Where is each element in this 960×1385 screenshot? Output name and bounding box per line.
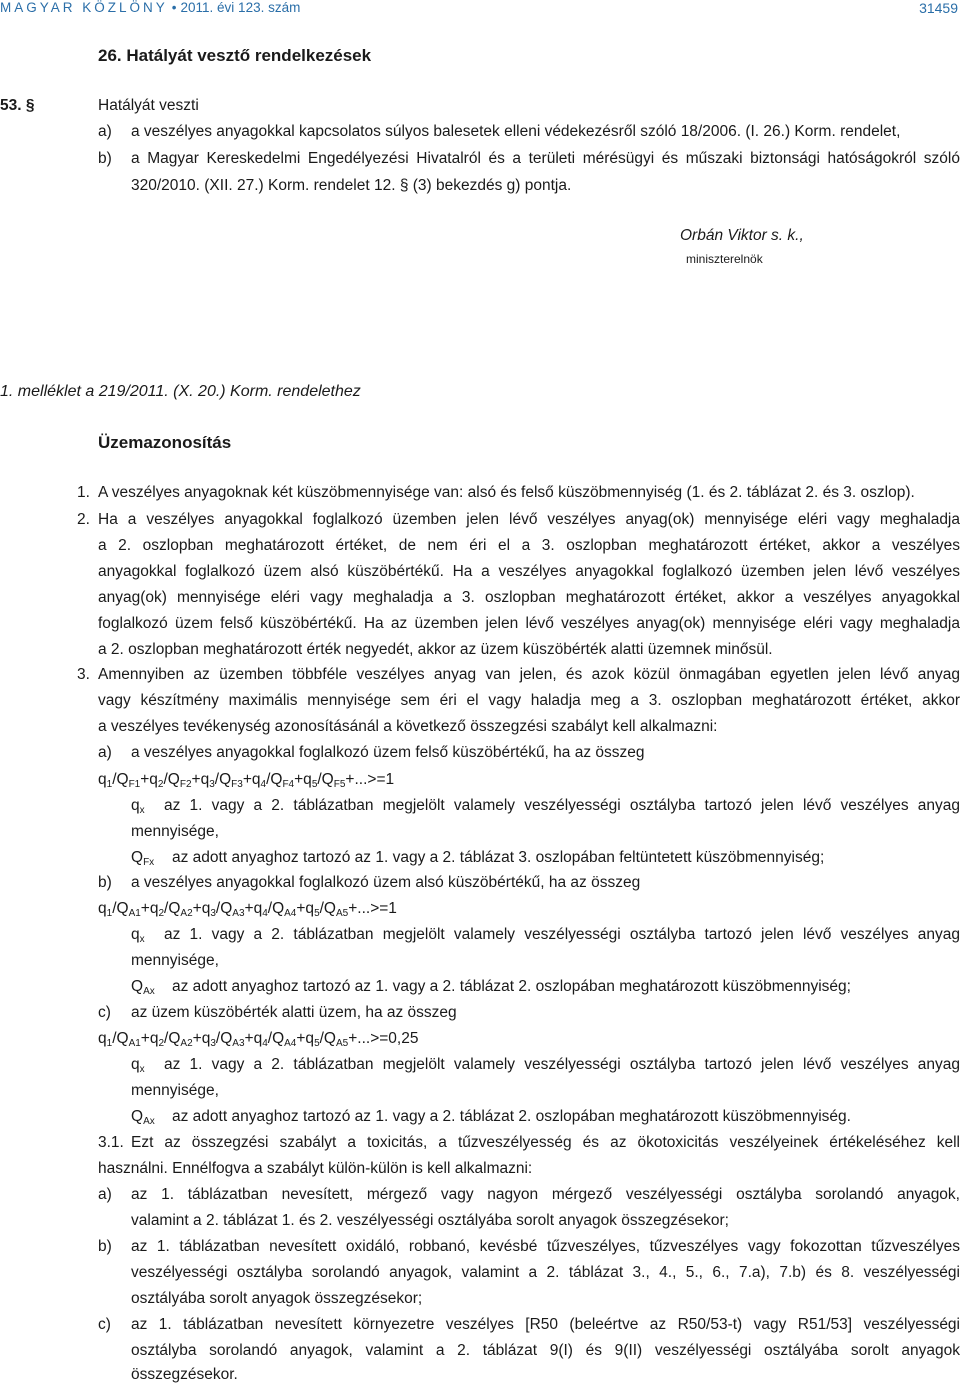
variable-symbol: $q_x$ [131, 926, 145, 945]
point-text-line: a 2. oszlopban meghatározott érték negyedét, akkor az üzem küszöbérték alatti üzemnek minősül. [98, 641, 773, 658]
variable-symbol: $Q_{Fx}$ [131, 849, 155, 868]
variable-symbol: $Q_{Ax}$ [131, 1108, 155, 1127]
list-label: c) [98, 1004, 111, 1021]
signatory-name: Orbán Viktor s. k., [680, 227, 804, 244]
page-number: 31459 [919, 0, 958, 16]
variable-definition: mennyisége, [131, 823, 219, 840]
list-item-text: összegzésekor. [131, 1366, 238, 1383]
point-text-line: vagy készítmény maximális mennyisége sem éri el vagy haladja meg a 3. oszlopban meghatározott értéket, akkor [98, 692, 960, 709]
list-item-text: osztályába sorolt anyagok összegzésekor; [131, 1290, 423, 1307]
sum-formula: $q_1/Q_{A1}+q_2/Q_{A2}+q_3/Q_{A3}+q_4/Q_{A4}+q_5/Q_{A5}+...>=0,25$ [98, 1030, 419, 1049]
issue-label: 2011. évi 123. szám [180, 0, 301, 15]
point-text-line: anyag(ok) mennyisége eléri vagy meghaladja a 3. oszlopban meghatározott értéket, akkor a veszélyes anyagokkal [98, 589, 960, 606]
point-text-line: a veszélyes tevékenység azonosításánál a következő összegzési szabályt kell alkalmazni: [98, 718, 718, 735]
sum-formula: $q_1/Q_{F1}+q_2/Q_{F2}+q_3/Q_{F3}+q_4/Q_{F4}+q_5/Q_{F5}+...>=1$ [98, 771, 395, 790]
point-text-line: Ezt az összegzési szabályt a toxicitás, a tűzveszélyesség és az ökotoxicitás veszélyeinek értékeléséhez kell [131, 1134, 960, 1151]
point-text-line: foglalkozó üzem felső küszöbértékű. Ha az üzemben jelen lévő veszélyes anyag(ok) mennyisége eléri vagy meghaladja [98, 615, 960, 632]
list-item-text: az üzem küszöbérték alatti üzem, ha az összeg [131, 1004, 457, 1021]
variable-symbol: $q_x$ [131, 1056, 145, 1075]
list-label: a) [98, 123, 112, 140]
list-label: c) [98, 1316, 111, 1333]
list-item-text: a Magyar Kereskedelmi Engedélyezési Hivatalról és a területi mérésügyi és műszaki biztonsági hatóságokról szóló [131, 150, 960, 167]
signatory-role: miniszterelnök [686, 252, 763, 266]
point-text-line: Ha a veszélyes anyagokkal foglalkozó üzemben jelen lévő veszélyes anyag(ok) mennyisége eléri vagy meghaladja [98, 511, 960, 528]
point-text-line: a 2. oszlopban meghatározott értéket, de nem éri el a 3. oszlopban meghatározott értéket, akkor a veszélyes [98, 537, 960, 554]
variable-definition: az adott anyaghoz tartozó az 1. vagy a 2. táblázat 2. oszlopában meghatározott küszöbmennyiség; [172, 978, 851, 995]
point-number: 3.1. [98, 1134, 124, 1151]
variable-definition: mennyisége, [131, 1082, 219, 1099]
sum-formula: $q_1/Q_{A1}+q_2/Q_{A2}+q_3/Q_{A3}+q_4/Q_{A4}+q_5/Q_{A5}+...>=1$ [98, 900, 397, 919]
point-number: 1. [77, 484, 90, 501]
list-item-text: a veszélyes anyagokkal foglalkozó üzem felső küszöbértékű, ha az összeg [131, 744, 645, 761]
journal-name: MAGYAR KÖZLÖNY [0, 0, 168, 15]
list-label: b) [98, 1238, 112, 1255]
list-item-text: a veszélyes anyagokkal foglalkozó üzem alsó küszöbértékű, ha az összeg [131, 874, 641, 891]
point-number: 3. [77, 666, 90, 683]
list-label: b) [98, 150, 112, 167]
list-item-text: az 1. táblázatban nevesített környezetre veszélyes [R50 (beleértve az R50/53-t) vagy R51/53] veszélyességi [131, 1316, 960, 1333]
list-label: b) [98, 874, 112, 891]
annex-title: 1. melléklet a 219/2011. (X. 20.) Korm. rendelethez [0, 383, 361, 400]
list-label: a) [98, 1186, 112, 1203]
list-item-text: veszélyességi osztályba sorolandó anyagok, valamint a 2. táblázat 3., 4., 5., 6., 7.a), 7.b) és 8. veszélyességi [131, 1264, 960, 1281]
paragraph-text: Hatályát veszti [98, 97, 199, 114]
list-label: a) [98, 744, 112, 761]
variable-symbol: $q_x$ [131, 797, 145, 816]
list-item-text: a veszélyes anyagokkal kapcsolatos súlyos balesetek elleni védekezésről szóló 18/2006. (I. 26.) Korm. rendelet, [131, 123, 901, 140]
list-item-text: osztályba sorolandó anyagok, valamint a 2. táblázat 9(I) és 9(II) veszélyességi osztályába sorolt anyagok [131, 1342, 960, 1359]
bullet-separator: • [171, 0, 177, 15]
list-item-text: az 1. táblázatban nevesített oxidáló, robbanó, kevésbé tűzveszélyes, tűzveszélyes vagy fokozottan tűzveszélyes [131, 1238, 960, 1255]
running-header [0, 0, 300, 15]
list-item-text: 320/2010. (XII. 27.) Korm. rendelet 12. § (3) bekezdés g) pontja. [131, 177, 572, 194]
variable-definition: az 1. vagy a 2. táblázatban megjelölt valamely veszélyességi osztályba tartozó jelen lévő veszélyes anyag [164, 1056, 960, 1073]
point-text: A veszélyes anyagoknak két küszöbmennyisége van: alsó és felső küszöbmennyiség (1. és 2. táblázat 2. és 3. oszlop). [98, 484, 915, 501]
list-item-text: az 1. táblázatban nevesített, mérgező vagy nagyon mérgező veszélyességi osztályba sorolandó anyagok, [131, 1186, 960, 1203]
variable-symbol: $Q_{Ax}$ [131, 978, 155, 997]
variable-definition: az adott anyaghoz tartozó az 1. vagy a 2. táblázat 2. oszlopában meghatározott küszöbmennyiség. [172, 1108, 851, 1125]
annex-heading: Üzemazonosítás [98, 433, 232, 452]
variable-definition: az 1. vagy a 2. táblázatban megjelölt valamely veszélyességi osztályba tartozó jelen lévő veszélyes anyag [164, 926, 960, 943]
variable-definition: az 1. vagy a 2. táblázatban megjelölt valamely veszélyességi osztályba tartozó jelen lévő veszélyes anyag [164, 797, 960, 814]
section-title: 26. Hatályát vesztő rendelkezések [98, 46, 372, 65]
list-item-text: valamint a 2. táblázat 1. és 2. veszélyességi osztályába sorolt anyagok összegzésekor; [131, 1212, 729, 1229]
variable-definition: az adott anyaghoz tartozó az 1. vagy a 2. táblázat 3. oszlopában feltüntetett küszöbmennyiség; [172, 849, 825, 866]
variable-definition: mennyisége, [131, 952, 219, 969]
point-text-line: anyagokkal foglalkozó üzem alsó küszöbértékű. Ha a veszélyes anyagokkal foglalkozó üzemben jelen lévő veszélyes [98, 563, 960, 580]
paragraph-number: 53. § [0, 97, 35, 114]
point-text-line: Amennyiben az üzemben többféle veszélyes anyag van jelen, és azok közül önmagában egyetlen jelen lévő anyag [98, 666, 960, 683]
point-text-line: használni. Ennélfogva a szabályt külön-külön is kell alkalmazni: [98, 1160, 533, 1177]
point-number: 2. [77, 511, 90, 528]
